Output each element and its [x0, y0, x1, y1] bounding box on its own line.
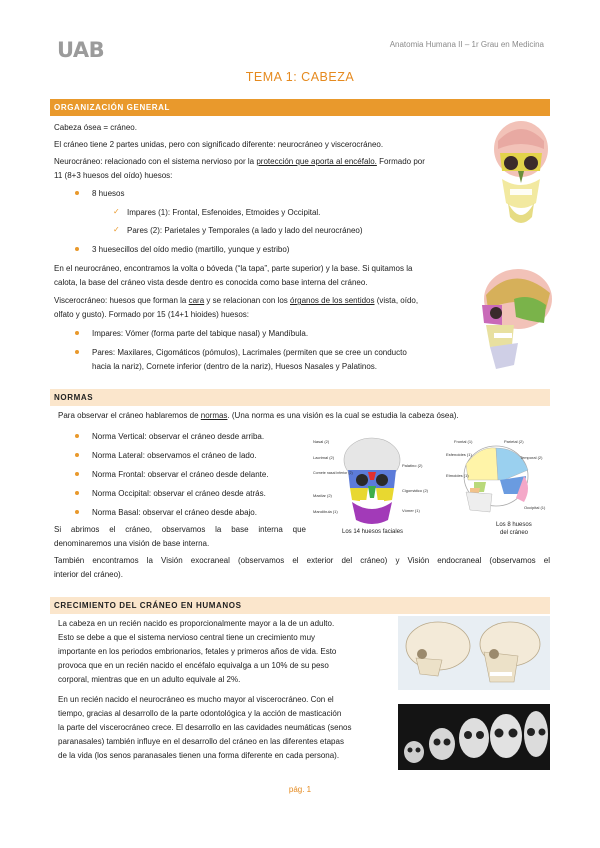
bullet-icon — [75, 247, 79, 251]
list-item: Pares (2): Parietales y Temporales (a lado y lado del neurocráneo) — [127, 226, 363, 235]
text-line: de la vida (los senos paranasales tienen una forma diferente en cada persona). — [58, 751, 340, 760]
text-line: El cráneo tiene 2 partes unidas, pero con significado diferente: neurocráneo y viscerocráneo. — [54, 140, 384, 149]
figure-label: Mandíbula (1) — [313, 509, 338, 514]
page-number: pág. 1 — [288, 785, 312, 794]
bullet-icon — [75, 510, 79, 514]
uab-logo: UAB — [57, 38, 105, 62]
text-line: calota, la base del cráneo vista desde dentro es conocida como base interna del cráneo. — [54, 278, 368, 287]
figure-caption: del cráneo — [500, 530, 529, 536]
check-icon: ✓ — [113, 225, 120, 234]
figure-label: Maxilar (2) — [313, 493, 332, 498]
text-line: En un recién nacido el neurocráneo es mucho mayor al viscerocráneo. Con el — [58, 695, 334, 704]
text-line: Cabeza ósea = cráneo. — [54, 123, 137, 132]
skull-front-illustration — [490, 119, 552, 231]
bullet-icon — [75, 491, 79, 495]
bullet-icon — [75, 453, 79, 457]
cranial-bones-figure — [440, 436, 552, 540]
text-line: En el neurocráneo, encontramos la volta o bóveda (“la tapa”, parte superior) y la base. Si quitamos la — [54, 264, 413, 273]
list-item: hacia la nariz), Cornete inferior (dentro de la nariz), Huesos Nasales y Palatinos. — [92, 362, 378, 371]
text-line: la parte del viscerocráneo crece. El desarrollo en las cavidades neumáticas (senos — [58, 723, 352, 732]
list-item: Norma Vertical: observar el cráneo desde arriba. — [92, 432, 265, 441]
figure-label: Temporal (2) — [520, 455, 543, 460]
figure-label: Cornete nasal inferior (2) — [313, 471, 353, 475]
text-line: 11 (8+3 huesos del oído) huesos: — [54, 171, 173, 180]
figure-label: Vómer (1) — [402, 508, 420, 513]
text-line: La cabeza en un recién nacido es proporcionalmente mayor a la de un adulto. — [58, 619, 335, 628]
bullet-icon — [75, 191, 79, 195]
text-line: También encontramos la Visión exocraneal (observamos el exterior del cráneo) y Visión endocraneal (observamos el — [54, 556, 550, 565]
check-icon: ✓ — [113, 207, 120, 216]
text-line: Viscerocráneo: huesos que forman la cara y se relacionan con los órganos de los sentidos (vista, oído, — [54, 296, 419, 305]
newborn-adult-skull-illustration — [398, 616, 550, 690]
text-line: corporal, mientras que en un adulto equivale al 2%. — [58, 675, 241, 684]
bullet-icon — [75, 350, 79, 354]
figure-label: Frontal (1) — [454, 439, 473, 444]
figure-label: Occipital (1) — [524, 505, 546, 510]
section-header-crecimiento: CRECIMIENTO DEL CRÁNEO EN HUMANOS — [50, 597, 550, 614]
figure-label: Nasal (2) — [313, 439, 330, 444]
figure-label: Parietal (2) — [504, 439, 524, 444]
figure-label: Cigomático (2) — [402, 488, 429, 493]
section-header-normas: NORMAS — [50, 389, 550, 406]
skull-growth-photo — [398, 704, 550, 770]
list-item: Impares (1): Frontal, Esfenoides, Etmoides y Occipital. — [127, 208, 321, 217]
figure-caption: Los 14 huesos faciales — [342, 529, 404, 535]
bullet-icon — [75, 472, 79, 476]
text-line: Esto se debe a que el sistema nervioso central tiene un crecimiento muy — [58, 633, 316, 642]
text-line: Para observar el cráneo hablaremos de normas. (Una norma es una visión es la cual se estudia la cabeza ósea). — [58, 411, 459, 420]
list-item: Norma Frontal: observar el cráneo desde delante. — [92, 470, 269, 479]
text-line: olfato y gusto). Formado por 15 (14+1 hioides) huesos: — [54, 310, 249, 319]
figure-caption: Los 8 huesos — [496, 522, 532, 528]
section-header-organizacion: ORGANIZACIÓN GENERAL — [50, 99, 550, 116]
figure-label: Esfenoides (1) — [446, 452, 472, 457]
figure-label: Lacrimal (2) — [313, 455, 335, 460]
list-item: Norma Basal: observar el cráneo desde abajo. — [92, 508, 257, 517]
list-item: Norma Occipital: observar el cráneo desde atrás. — [92, 489, 266, 498]
list-item: Impares: Vómer (forma parte del tabique nasal) y Mandíbula. — [92, 329, 309, 338]
list-item: Norma Lateral: observamos el cráneo de lado. — [92, 451, 257, 460]
text-line: interior del cráneo). — [54, 570, 123, 579]
text-line: provoca que en un recién nacido el encéfalo equivalga a un 10% de su peso — [58, 661, 329, 670]
text-line: importante en los periodos embrionarios, fetales y primeros años de vida. Esto — [58, 647, 337, 656]
text-line: Si abrimos el cráneo, observamos la base interna que — [54, 525, 306, 534]
course-title: Anatomia Humana II – 1r Grau en Medicina — [389, 40, 544, 49]
text-line: paranasales) también influye en el desarrollo del cráneo en las diferentes etapas — [58, 737, 344, 746]
text-line: Neurocráneo: relacionado con el sistema nervioso por la protección que aporta al encéfalo. Formado por — [54, 157, 425, 166]
text-line: denominaremos una visión de base interna. — [54, 539, 210, 548]
skull-lateral-illustration — [474, 265, 556, 371]
facial-bones-figure — [310, 436, 434, 536]
figure-label: Etmoides (1) — [446, 473, 469, 478]
bullet-icon — [75, 434, 79, 438]
list-item: 8 huesos — [92, 189, 125, 198]
figure-label: Palatino (2) — [402, 463, 423, 468]
list-item: 3 huesecillos del oído medio (martillo, yunque y estribo) — [92, 245, 290, 254]
page-title: TEMA 1: CABEZA — [245, 70, 355, 84]
bullet-icon — [75, 331, 79, 335]
text-line: tiempo, gracias al desarrollo de la parte odontológica y la acción de masticación — [58, 709, 342, 718]
list-item: Pares: Maxilares, Cigomáticos (pómulos), Lacrimales (permiten que se cree un conducto — [92, 348, 407, 357]
